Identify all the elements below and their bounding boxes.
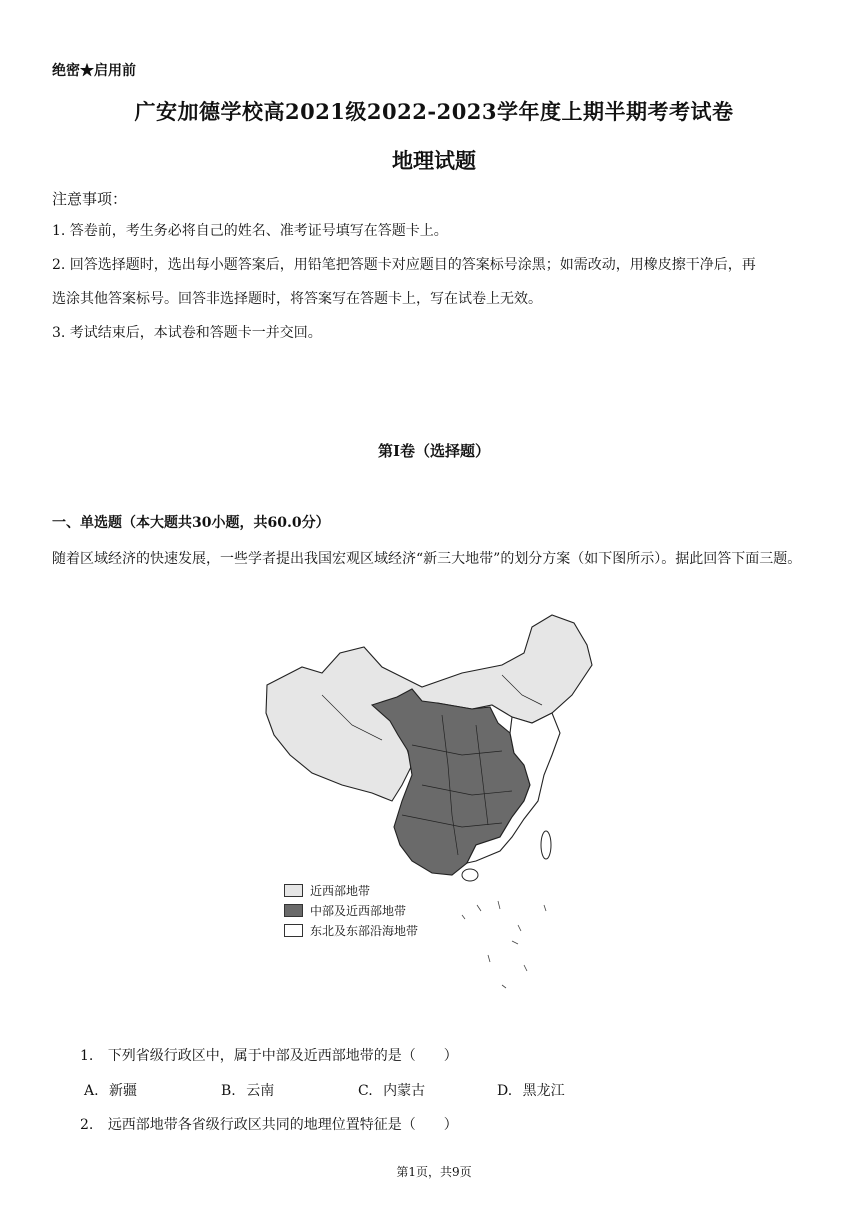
option-letter: C.: [358, 1083, 373, 1099]
map-legend: [284, 880, 418, 940]
option-text: 黑龙江: [522, 1083, 565, 1099]
option-letter: D.: [497, 1083, 513, 1099]
question-1: [80, 1045, 458, 1065]
legend-label: 中部及近西部地带: [310, 903, 407, 918]
option-text: 云南: [246, 1083, 275, 1099]
option-d[interactable]: [497, 1080, 565, 1100]
question-text: 下列省级行政区中，属于中部及近西部地带的是（ ）: [107, 1048, 458, 1064]
option-c[interactable]: [358, 1080, 425, 1100]
section-title: 第Ⅰ卷（选择题）: [377, 442, 491, 460]
option-a[interactable]: [84, 1080, 137, 1100]
china-region-map: [262, 605, 612, 1005]
legend-swatch: [284, 924, 303, 937]
legend-label: 近西部地带: [310, 883, 371, 898]
note-item: 3. 考试结束后，本试卷和答题卡一并交回。: [52, 325, 322, 341]
question-number: 1.: [80, 1048, 94, 1064]
option-letter: B.: [221, 1083, 236, 1099]
legend-swatch: [284, 884, 303, 897]
question-intro: 随着区域经济的快速发展，一些学者提出我国宏观区域经济“新三大地带”的划分方案（如下图所示）。据此回答下面三题。: [52, 551, 802, 567]
legend-item: [284, 880, 418, 900]
legend-label: 东北及东部沿海地带: [310, 923, 419, 938]
page-footer: 第1页，共9页: [396, 1165, 472, 1179]
question-2: [80, 1114, 458, 1134]
note-item: 选涂其他答案标号。回答非选择题时，将答案写在答题卡上，写在试卷上无效。: [52, 291, 542, 307]
option-text: 新疆: [109, 1083, 138, 1099]
legend-item: [284, 920, 418, 940]
option-letter: A.: [84, 1083, 99, 1099]
exam-subtitle: 地理试题: [392, 148, 476, 173]
south-sea-islands: [462, 901, 546, 988]
map-taiwan: [541, 831, 551, 859]
question-number: 2.: [80, 1117, 94, 1133]
secret-mark: 绝密★启用前: [52, 63, 136, 79]
note-item: 1. 答卷前，考生务必将自己的姓名、准考证号填写在答题卡上。: [52, 223, 448, 239]
part-title: 一、单选题（本大题共30小题，共60.0分）: [52, 515, 330, 531]
option-b[interactable]: [221, 1080, 274, 1100]
option-text: 内蒙古: [383, 1083, 426, 1099]
question-text: 远西部地带各省级行政区共同的地理位置特征是（ ）: [107, 1117, 458, 1133]
notes-heading: 注意事项：: [52, 190, 128, 208]
legend-swatch: [284, 904, 303, 917]
map-hainan: [462, 869, 478, 881]
legend-item: [284, 900, 418, 920]
exam-title: 广安加德学校高2021级2022-2023学年度上期半期考考试卷: [134, 99, 734, 124]
note-item: 2. 回答选择题时，选出每小题答案后，用铅笔把答题卡对应题目的答案标号涂黑；如需改动，用橡皮擦干净后，再: [52, 257, 756, 273]
